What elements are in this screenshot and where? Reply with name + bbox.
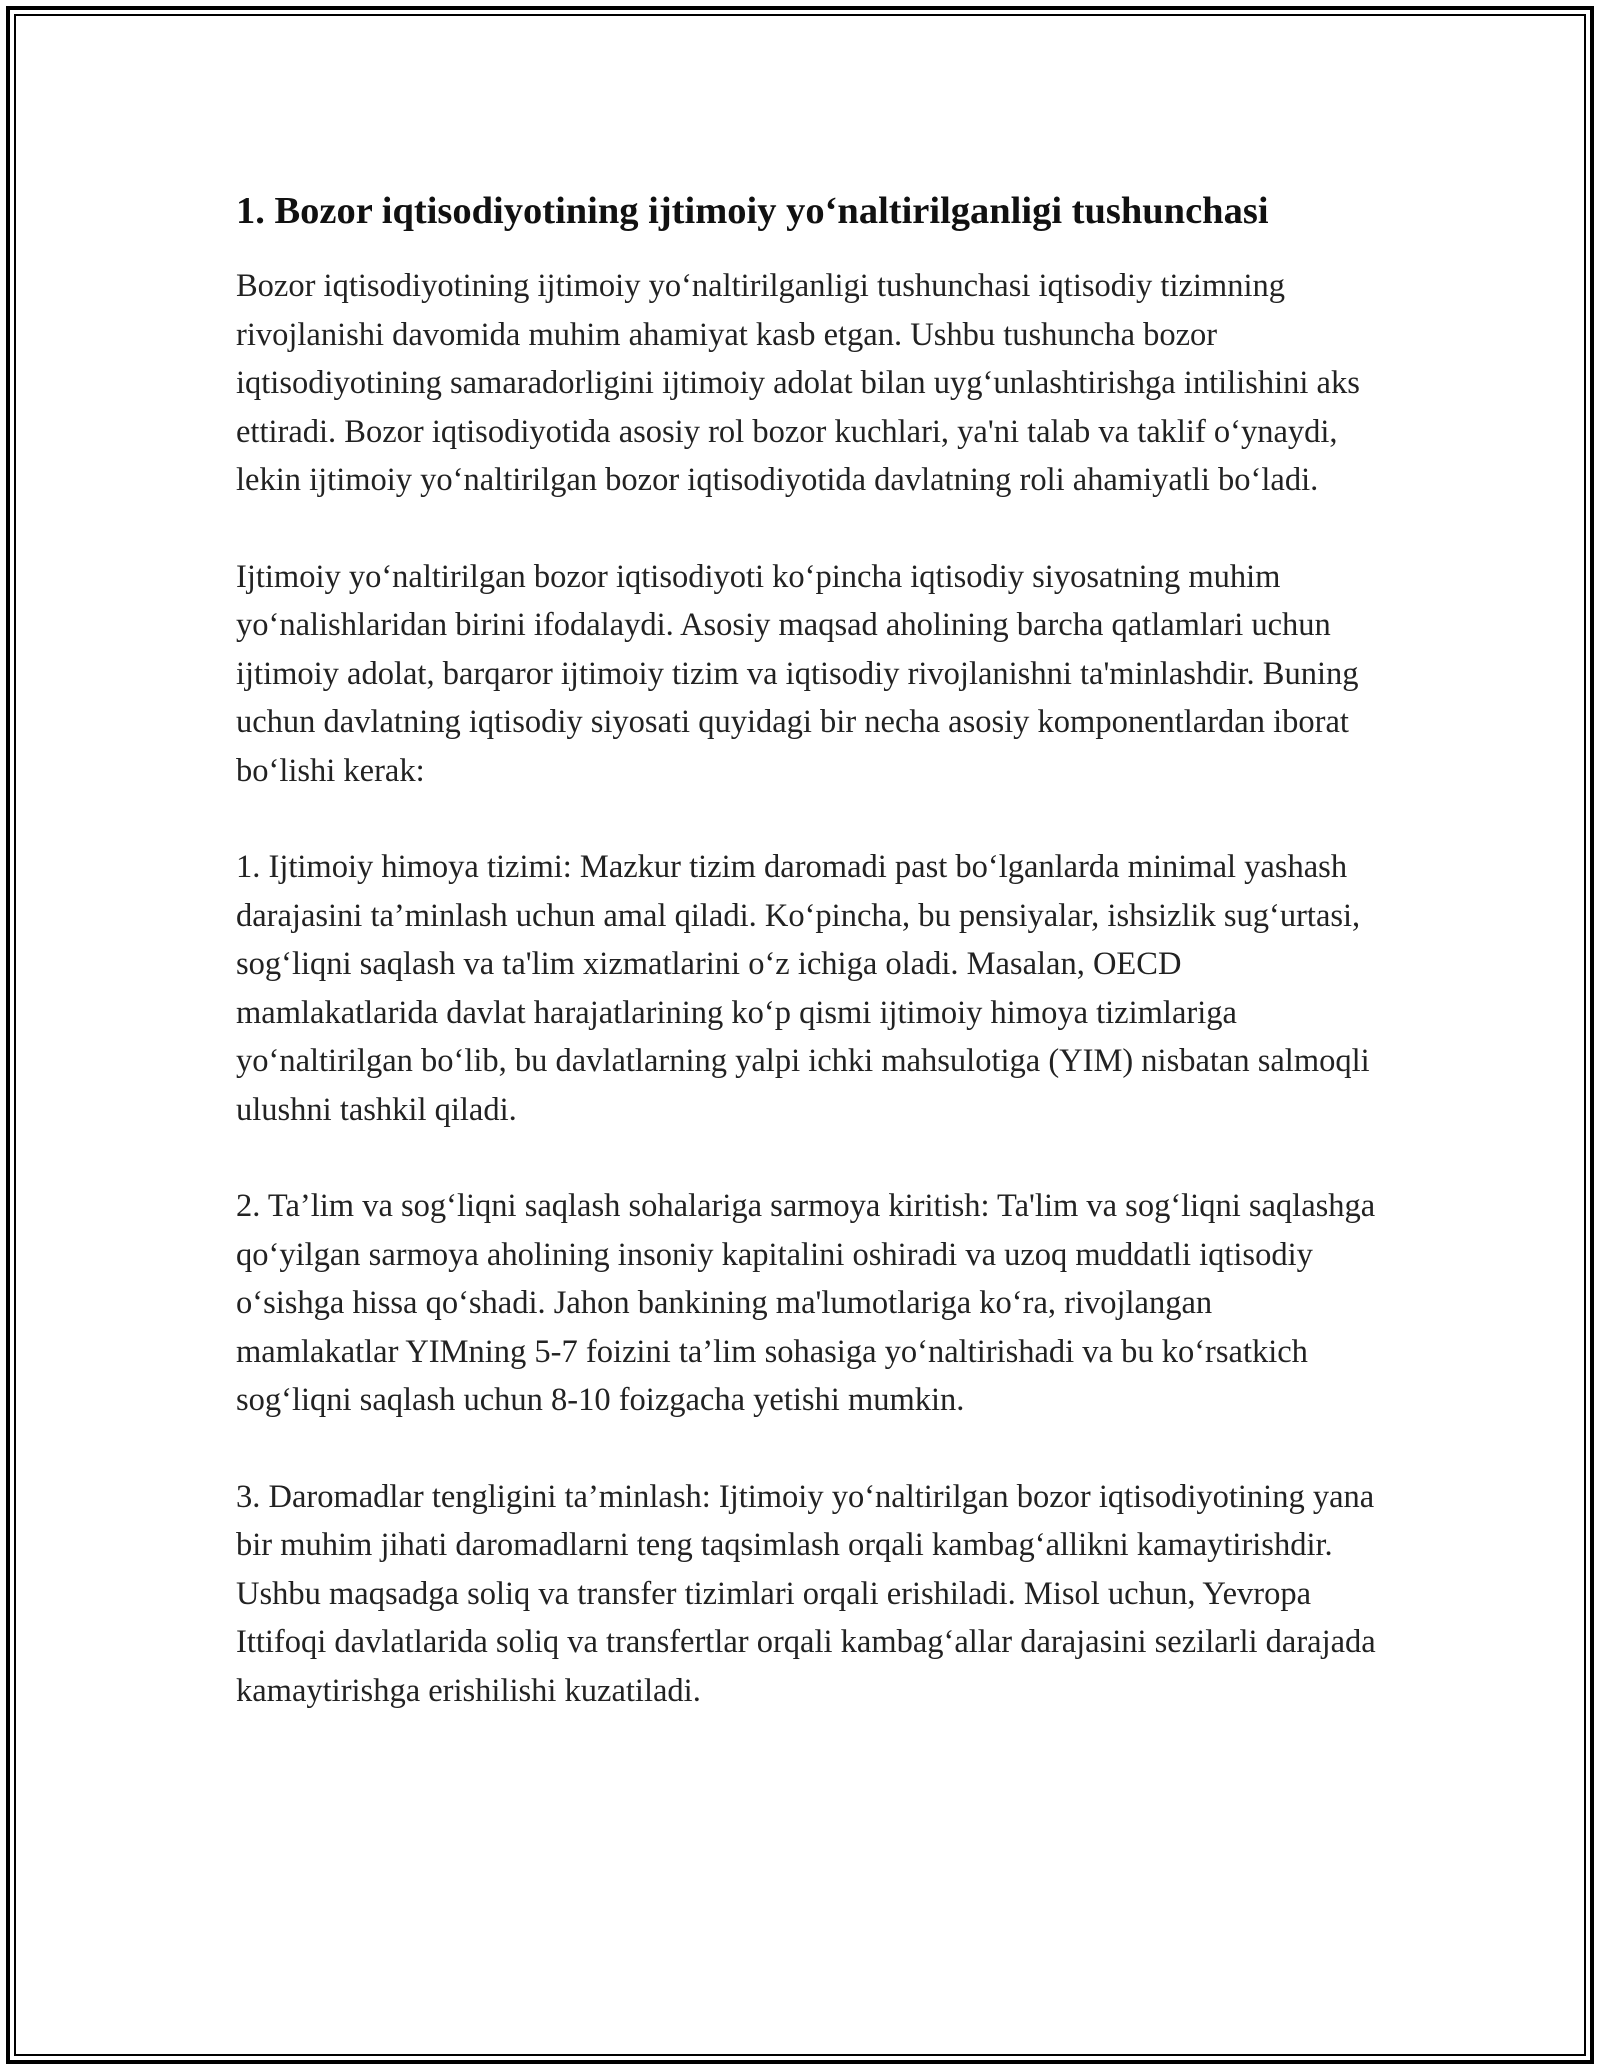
document-body <box>236 186 1376 1763</box>
paragraph-intro: Bozor iqtisodiyotining ijtimoiy yoʻnaltirilganligi tushunchasi iqtisodiy tizimning rivojlanishi davomida muhim ahamiyat kasb etgan. Ushbu tushuncha bozor iqtisodiyotining samaradorligini ijtimoiy adolat bilan uygʻunlashtirishga intilishini aks ettiradi. Bozor iqtisodiyotida asosiy rol bozor kuchlari, ya'ni talab va taklif oʻynaydi, lekin ijtimoiy yoʻnaltirilgan bozor iqtisodiyotida davlatning roli ahamiyatli boʻladi. <box>236 268 1360 499</box>
paragraph-income-equality: 3. Daromadlar tengligini ta’minlash: Ijtimoiy yoʻnaltirilgan bozor iqtisodiyotining yana bir muhim jihati daromadlarni teng taqsimlash orqali kambagʻallikni kamaytirishdir. Ushbu maqsadga soliq va transfer tizimlari orqali erishiladi. Misol uchun, Yevropa Ittifoqi davlatlarida soliq va transfertlar orqali kambagʻallar darajasini sezilarli darajada kamaytirishga erishilishi kuzatiladi. <box>236 1478 1376 1709</box>
paragraph-overview: Ijtimoiy yoʻnaltirilgan bozor iqtisodiyoti koʻpincha iqtisodiy siyosatning muhim yoʻnalishlaridan birini ifodalaydi. Asosiy maqsad aholining barcha qatlamlari uchun ijtimoiy adolat, barqaror ijtimoiy tizim va iqtisodiy rivojlanishni ta'minlashdir. Buning uchun davlatning iqtisodiy siyosati quyidagi bir necha asosiy komponentlardan iborat boʻlishi kerak: <box>236 558 1359 789</box>
paragraph-social-protection: 1. Ijtimoiy himoya tizimi: Mazkur tizim daromadi past boʻlganlarda minimal yashash darajasini ta’minlash uchun amal qiladi. Koʻpincha, bu pensiyalar, ishsizlik sugʻurtasi, sogʻliqni saqlash va ta'lim xizmatlarini oʻz ichiga oladi. Masalan, OECD mamlakatlarida davlat harajatlarining koʻp qismi ijtimoiy himoya tizimlariga yoʻnaltirilgan boʻlib, bu davlatlarning yalpi ichki mahsulotiga (YIM) nisbatan salmoqli ulushni tashkil qiladi. <box>236 849 1370 1128</box>
section-heading: 1. Bozor iqtisodiyotining ijtimoiy yoʻnaltirilganligi tushunchasi <box>236 190 1269 232</box>
paragraph-education-health: 2. Ta’lim va sogʻliqni saqlash sohalariga sarmoya kiritish: Ta'lim va sogʻliqni saqlashga qoʻyilgan sarmoya aholining insoniy kapitalini oshiradi va uzoq muddatli iqtisodiy oʻsishga hissa qoʻshadi. Jahon bankining ma'lumotlariga koʻra, rivojlangan mamlakatlar YIMning 5-7 foizini ta’lim sohasiga yoʻnaltirishadi va bu koʻrsatkich sogʻliqni saqlash uchun 8-10 foizgacha yetishi mumkin. <box>236 1188 1376 1419</box>
